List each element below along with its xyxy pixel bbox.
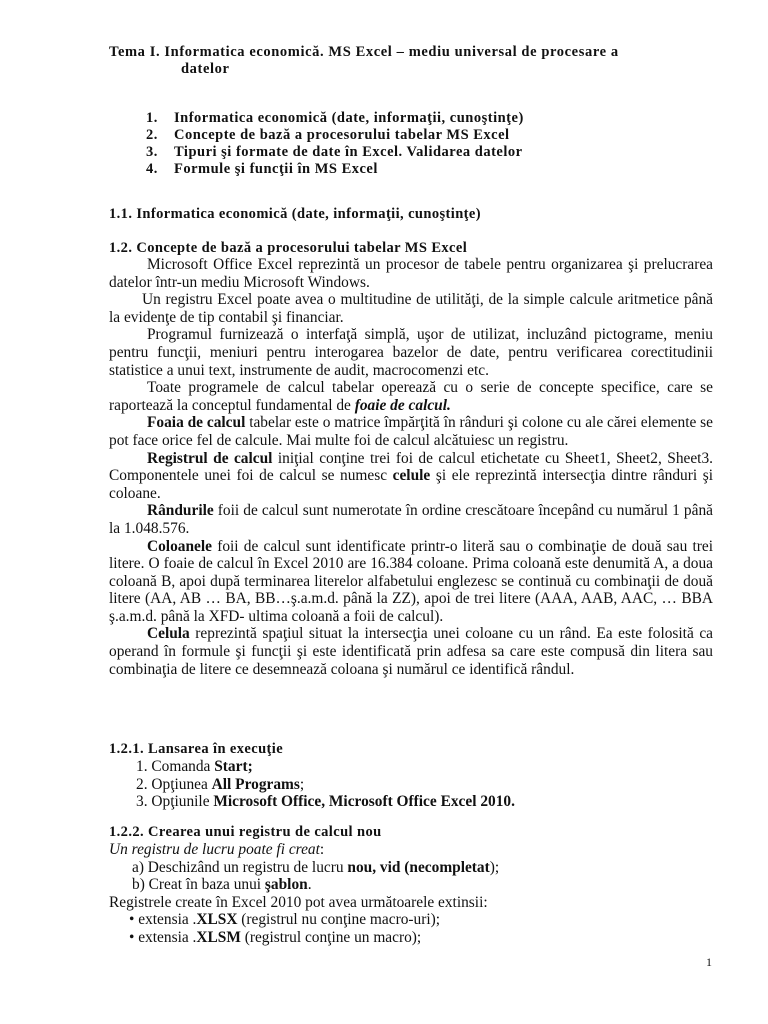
- bullet-item: • extensia .XLSM (registrul conţine un macro);: [129, 928, 422, 946]
- bullet-icon: •: [129, 928, 139, 946]
- list-item: b) Creat în baza unui şablon.: [132, 876, 312, 894]
- paragraph: Coloanele foii de calcul sunt identificate printr-o literă sau o combinaţie de două sau trei litere. O foaie de calcul în Excel 2010 are 16.384 coloane. Prima coloană este denumită A, a doua coloană B, apoi după terminarea literelor alfabetului englezesc se continuă cu combinaţii de două litere (AA, AB … BA, BB…ş.a.m.d. până la ZZ), apoi de trei litere (AAA, AAB, AAC, … BBA ş.a.m.d. până la XFD- ultima coloană a foii de calcul).: [109, 537, 713, 625]
- list-item: 2. Opţiunea All Programs;: [136, 775, 305, 793]
- create-section: [109, 841, 729, 947]
- toc-item: 4. Formule şi funcţii în MS Excel: [146, 161, 378, 177]
- page-number: 1: [706, 955, 712, 969]
- paragraph: Celula reprezintă spaţiul situat la intersecţia unei coloane cu un rând. Ea este folosită ca operand în formule şi funcţii şi este identificată prin adfesa sa care este compusă din litera sau combinaţia de litere ce desemnează coloana şi numărul ce identifică rândul.: [109, 625, 713, 678]
- paragraph: Microsoft Office Excel reprezintă un procesor de tabele pentru organizarea şi prelucrarea datelor într-un mediu Microsoft Windows.: [109, 256, 713, 291]
- paragraph: Rândurile foii de calcul sunt numerotate în ordine crescătoare începând cu numărul 1 până la 1.048.576.: [109, 502, 713, 537]
- body-text: [109, 256, 713, 678]
- paragraph: Foaia de calcul tabelar este o matrice împărţită în rânduri şi colone cu ale cărei elemente se pot face orice fel de calcule. Mai multe foi de calcul alcătuiesc un registru.: [109, 414, 713, 449]
- paragraph: Un registru Excel poate avea o multitudine de utilităţi, de la simple calcule aritmetice până la evidenţe de tip contabil şi financiar.: [109, 291, 713, 326]
- paragraph: Toate programele de calcul tabelar operează cu o serie de concepte specifice, care se raportează la conceptul fundamental de foaie de calcul.: [109, 379, 713, 414]
- list-item: 3. Opţiunile Microsoft Office, Microsoft Office Excel 2010.: [136, 793, 515, 811]
- heading-1-2-2: 1.2.2. Crearea unui registru de calcul nou: [109, 824, 382, 840]
- heading-1-2: 1.2. Concepte de bază a procesorului tabelar MS Excel: [109, 240, 468, 256]
- create-intro: Un registru de lucru poate fi creat:: [109, 841, 325, 858]
- paragraph: Registrul de calcul iniţial conţine trei foi de calcul etichetate cu Sheet1, Sheet2, Sheet3. Componentele unei foi de calcul se numesc celule şi ele reprezintă intersecţia dintre rânduri şi coloane.: [109, 449, 713, 502]
- title-line-1: Tema I. Informatica economică. MS Excel – mediu universal de procesare a: [109, 44, 619, 60]
- bullet-item: • extensia .XLSX (registrul nu conţine macro-uri);: [129, 911, 441, 929]
- list-item: 1. Comanda Start;: [136, 758, 253, 775]
- launch-steps-list: [136, 758, 736, 811]
- heading-1-1: 1.1. Informatica economică (date, informaţii, cunoştinţe): [109, 206, 481, 222]
- extensions-intro: Registrele create în Excel 2010 pot avea următoarele extinsii:: [109, 893, 488, 911]
- toc-item: 3. Tipuri şi formate de date în Excel. Validarea datelor: [146, 144, 523, 160]
- table-of-contents: [146, 110, 706, 178]
- heading-1-2-1: 1.2.1. Lansarea în execuţie: [109, 741, 284, 757]
- toc-item: 1. Informatica economică (date, informaţii, cunoştinţe): [146, 110, 524, 126]
- title-line-2: datelor: [181, 61, 230, 77]
- bullet-icon: •: [129, 911, 139, 929]
- list-item: a) Deschizând un registru de lucru nou, vid (necompletat);: [132, 858, 500, 876]
- toc-item: 2. Concepte de bază a procesorului tabelar MS Excel: [146, 127, 510, 143]
- paragraph: Programul furnizează o interfaţă simplă, uşor de utilizat, incluzând pictograme, meniu pentru funcţii, meniuri pentru interogarea bazelor de date, pentru verificarea corectitudinii statistice a unui text, instrumente de audit, macrocomenzi etc.: [109, 326, 713, 379]
- document-title: [109, 44, 729, 78]
